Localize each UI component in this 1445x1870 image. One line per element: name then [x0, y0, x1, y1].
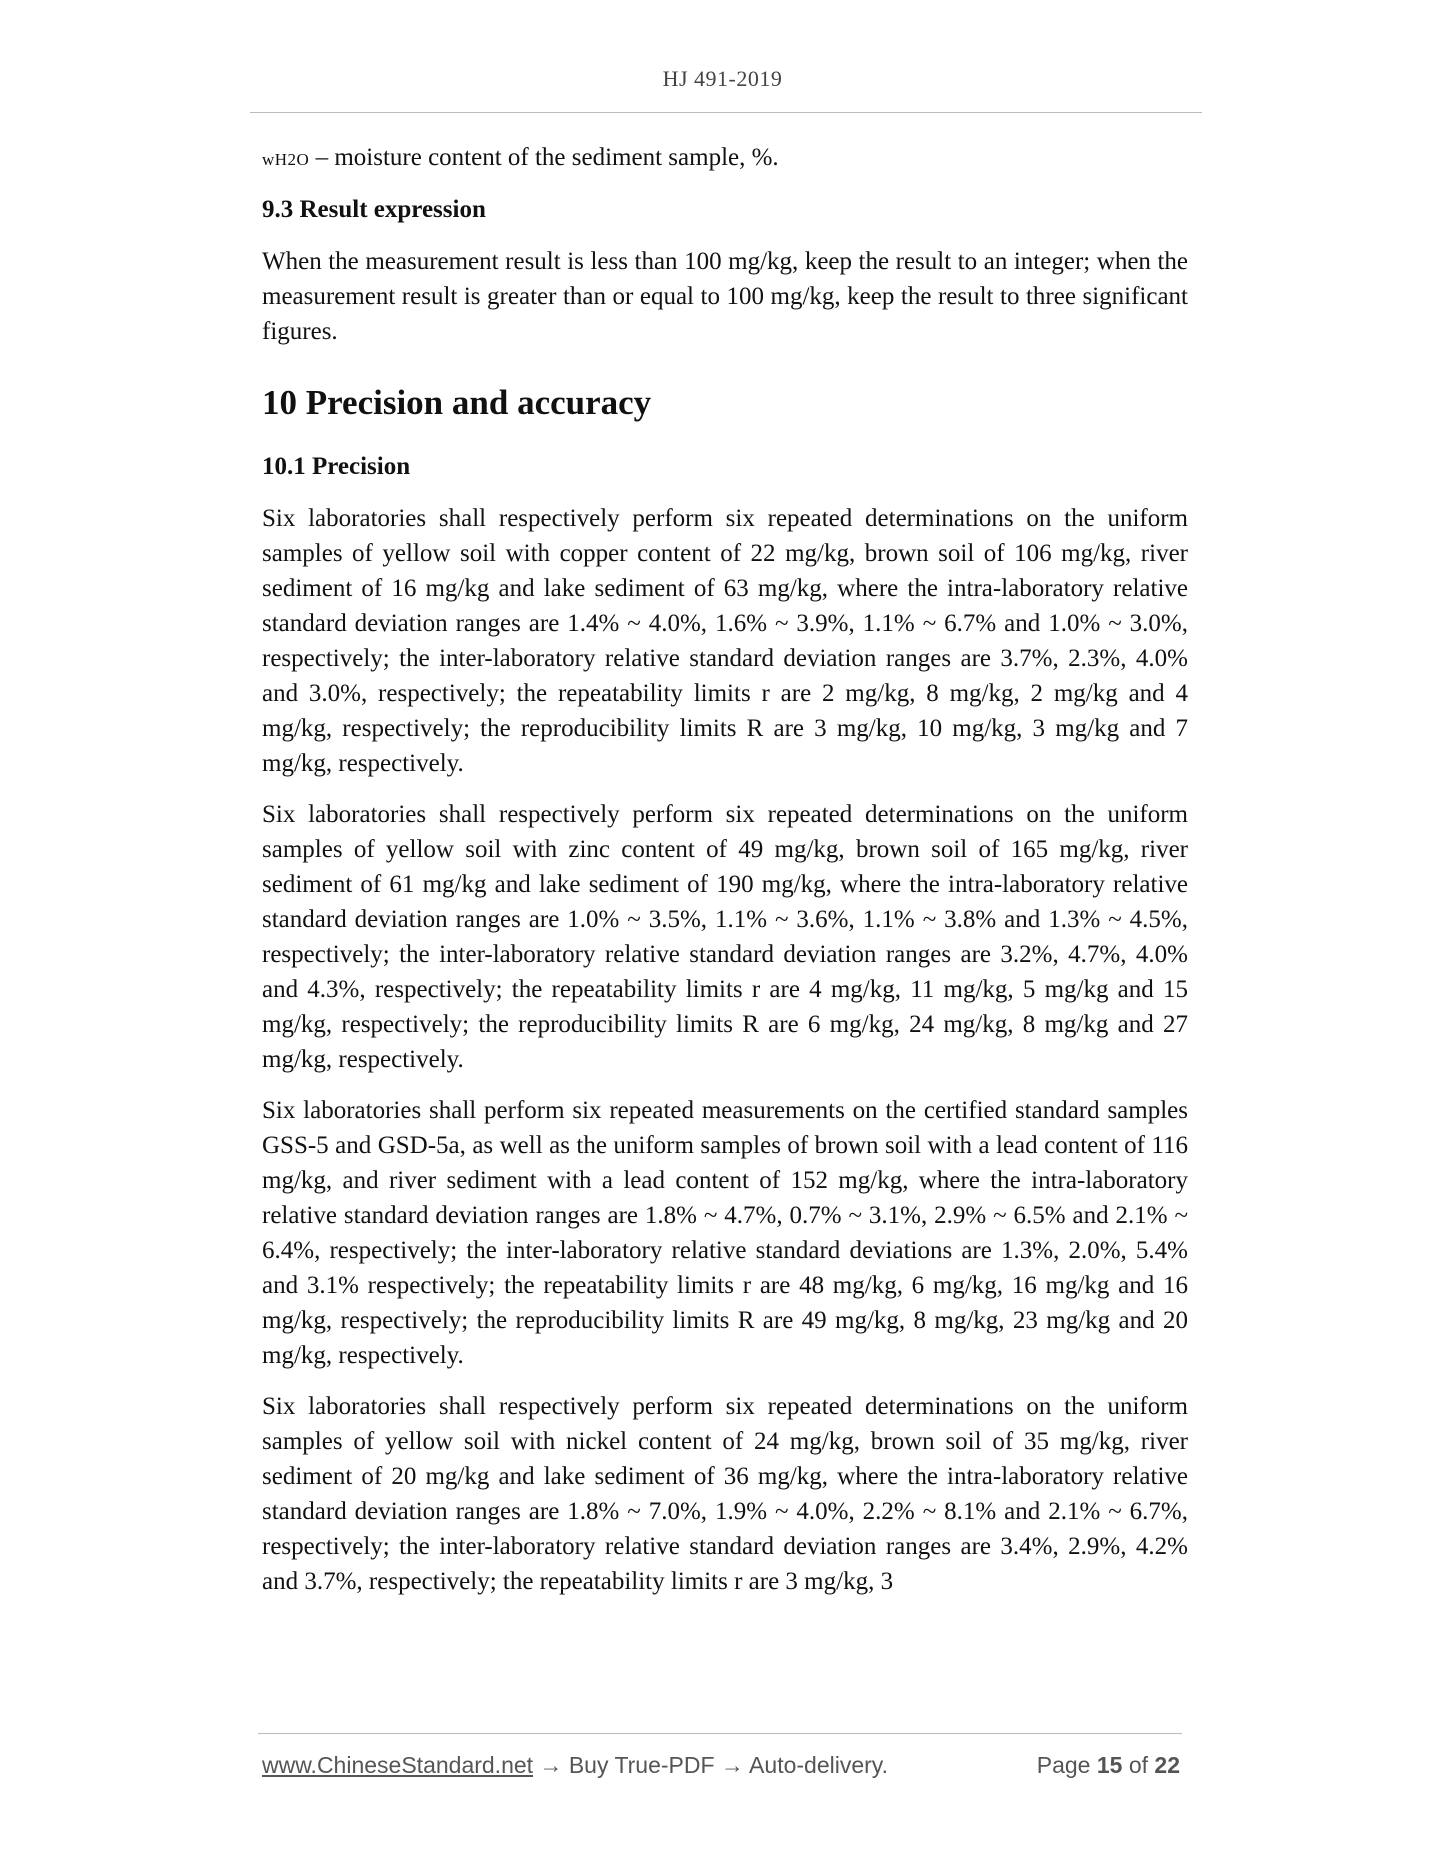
page-number: [1037, 1752, 1180, 1779]
page-footer: [262, 1752, 1182, 1784]
site-link[interactable]: www.ChineseStandard.net: [262, 1752, 534, 1778]
page-of-label: of: [1122, 1752, 1155, 1778]
section-10-1-heading: 10.1 Precision: [262, 453, 411, 480]
variable-description: – moisture content of the sediment sample, %.: [309, 144, 779, 171]
section-9-3-heading: 9.3 Result expression: [262, 196, 486, 223]
total-pages: 22: [1154, 1752, 1180, 1778]
precision-zinc-paragraph: Six laboratories shall respectively perform six repeated determinations on the uniform samples of yellow soil with zinc content of 49 mg/kg, brown soil of 165 mg/kg, river sediment of 61 mg/kg and lake sediment of 190 mg/kg, where the intra-laboratory relative standard deviation ranges are 1.0% ~ 3.5%, 1.1% ~ 3.6%, 1.1% ~ 3.8% and 1.3% ~ 4.5%, respectively; the inter-laboratory relative standard deviation ranges are 3.2%, 4.7%, 4.0% and 4.3%, respectively; the repeatability limits r are 4 mg/kg, 11 mg/kg, 5 mg/kg and 15 mg/kg, respectively; the reproducibility limits R are 6 mg/kg, 24 mg/kg, 8 mg/kg and 27 mg/kg, respectively.: [262, 801, 1188, 1073]
header-divider: [250, 112, 1202, 113]
footer-divider: [258, 1733, 1182, 1734]
footer-promo: [262, 1752, 888, 1779]
precision-lead-paragraph: Six laboratories shall perform six repeated measurements on the certified standard samples GSS-5 and GSD-5a, as well as the uniform samples of brown soil with a lead content of 116 mg/kg, and river sediment with a lead content of 152 mg/kg, where the intra-laboratory relative standard deviation ranges are 1.8% ~ 4.7%, 0.7% ~ 3.1%, 2.9% ~ 6.5% and 2.1% ~ 6.4%, respectively; the inter-laboratory relative standard deviations are 1.3%, 2.0%, 5.4% and 3.1% respectively; the repeatability limits r are 48 mg/kg, 6 mg/kg, 16 mg/kg and 16 mg/kg, respectively; the reproducibility limits R are 49 mg/kg, 8 mg/kg, 23 mg/kg and 20 mg/kg, respectively.: [262, 1097, 1188, 1369]
section-9-3-paragraph: When the measurement result is less than 100 mg/kg, keep the result to an integer; when the measurement result is greater than or equal to 100 mg/kg, keep the result to three significant figures.: [262, 248, 1188, 345]
page-header: HJ 491-2019: [662, 66, 783, 91]
promo-text: → Buy True-PDF → Auto-delivery.: [533, 1752, 888, 1778]
current-page: 15: [1096, 1752, 1123, 1778]
page-label: Page: [1036, 1752, 1097, 1778]
precision-copper-paragraph: Six laboratories shall respectively perform six repeated determinations on the uniform samples of yellow soil with copper content of 22 mg/kg, brown soil of 106 mg/kg, river sediment of 16 mg/kg and lake sediment of 63 mg/kg, where the intra-laboratory relative standard deviation ranges are 1.4% ~ 4.0%, 1.6% ~ 3.9%, 1.1% ~ 6.7% and 1.0% ~ 3.0%, respectively; the inter-laboratory relative standard deviation ranges are 3.7%, 2.3%, 4.0% and 3.0%, respectively; the repeatability limits r are 2 mg/kg, 8 mg/kg, 2 mg/kg and 4 mg/kg, respectively; the reproducibility limits R are 3 mg/kg, 10 mg/kg, 3 mg/kg and 7 mg/kg, respectively.: [262, 505, 1188, 777]
variable-definition: [262, 140, 1188, 177]
document-body: [262, 140, 1188, 1599]
section-10-heading: 10 Precision and accuracy: [262, 383, 652, 422]
variable-symbol: wH2O: [262, 150, 310, 169]
precision-nickel-paragraph: Six laboratories shall respectively perform six repeated determinations on the uniform samples of yellow soil with nickel content of 24 mg/kg, brown soil of 35 mg/kg, river sediment of 20 mg/kg and lake sediment of 36 mg/kg, where the intra-laboratory relative standard deviation ranges are 1.8% ~ 7.0%, 1.9% ~ 4.0%, 2.2% ~ 8.1% and 2.1% ~ 6.7%, respectively; the inter-laboratory relative standard deviation ranges are 3.4%, 2.9%, 4.2% and 3.7%, respectively; the repeatability limits r are 3 mg/kg, 3: [262, 1393, 1188, 1595]
